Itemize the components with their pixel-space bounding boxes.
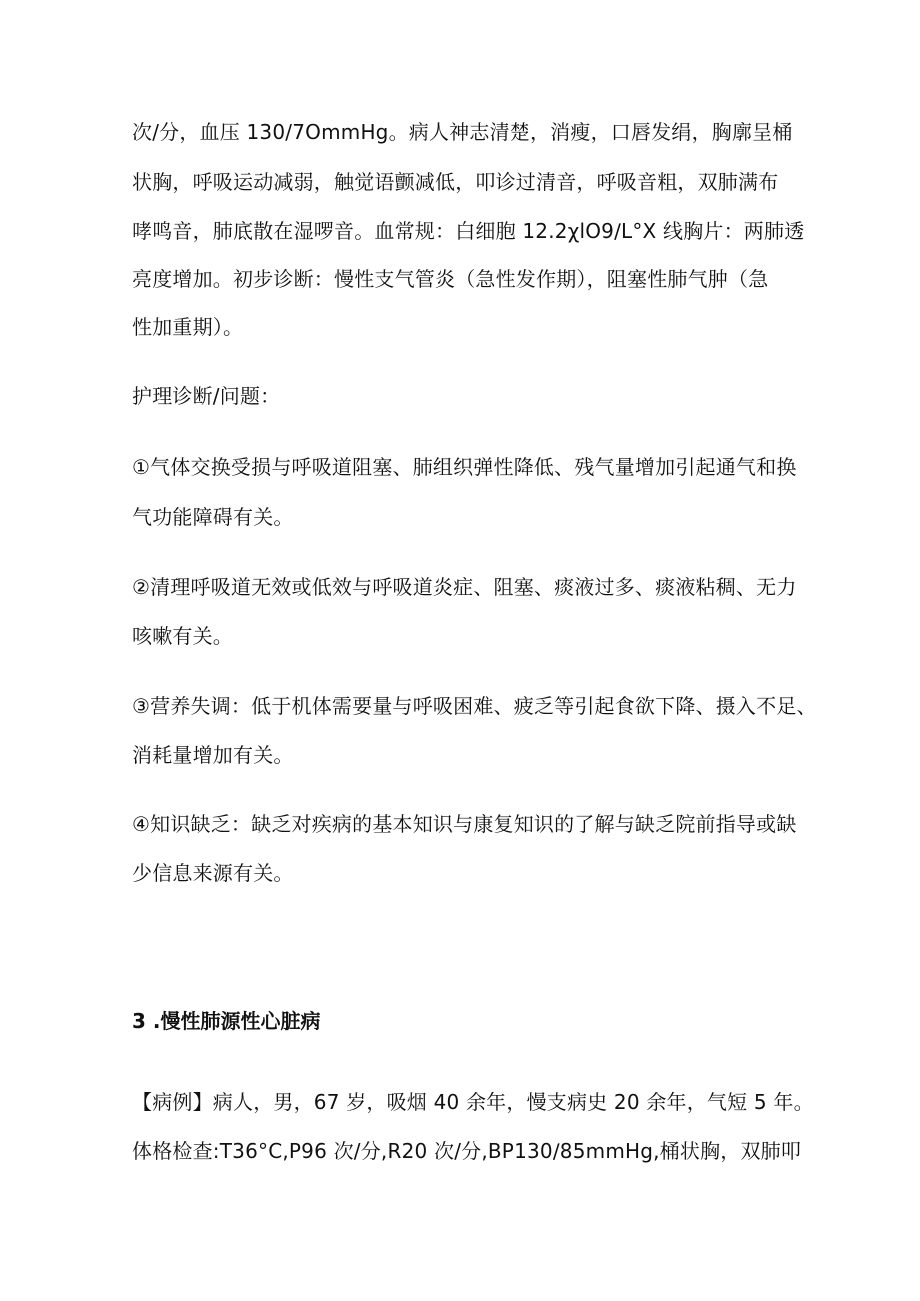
paragraph-line: 哮鸣音，肺底散在湿啰音。血常规：白细胞 12.2χlO9∕L°X 线胸片：两肺透 — [132, 219, 805, 243]
diagnosis-item-2-line: ②清理呼吸道无效或低效与呼吸道炎症、阻塞、痰液过多、痰液粘稠、无力 — [132, 575, 797, 599]
case-line: 【病例】病人，男，67 岁，吸烟 40 余年，慢支病史 20 余年，气短 5 年。 — [132, 1090, 814, 1114]
nursing-diagnosis-heading: 护理诊断/问题： — [132, 384, 281, 408]
diagnosis-item-1-line: ①气体交换受损与呼吸道阻塞、肺组织弹性降低、残气量增加引起通气和换 — [132, 455, 797, 479]
case-line: 体格检查:T36°C,P96 次/分,R20 次/分,BP130∕85mmHg,桶状胸，双肺叩 — [132, 1139, 802, 1163]
section-heading: 3 .慢性肺源性心脏病 — [132, 1009, 321, 1033]
diagnosis-item-1-line: 气功能障碍有关。 — [132, 505, 294, 529]
diagnosis-item-3-line: ③营养失调：低于机体需要量与呼吸困难、疲乏等引起食欲下降、摄入不足、 — [132, 694, 817, 718]
diagnosis-item-4-line: 少信息来源有关。 — [132, 861, 294, 885]
diagnosis-item-2-line: 咳嗽有关。 — [132, 624, 233, 648]
paragraph-line: 性加重期）。 — [132, 315, 244, 339]
paragraph-line: 状胸，呼吸运动减弱，触觉语颤减低，叩诊过清音，呼吸音粗，双肺满布 — [132, 170, 779, 194]
diagnosis-item-4-line: ④知识缺乏：缺乏对疾病的基本知识与康复知识的了解与缺乏院前指导或缺 — [132, 812, 797, 836]
paragraph-line: 次/分，血压 130/7OmmHg。病人神志清楚，消瘦，口唇发绢，胸廓呈桶 — [132, 120, 793, 144]
paragraph-line: 亮度增加。初步诊断：慢性支气管炎（急性发作期），阻塞性肺气肿（急 — [132, 267, 769, 291]
diagnosis-item-3-line: 消耗量增加有关。 — [132, 743, 294, 767]
